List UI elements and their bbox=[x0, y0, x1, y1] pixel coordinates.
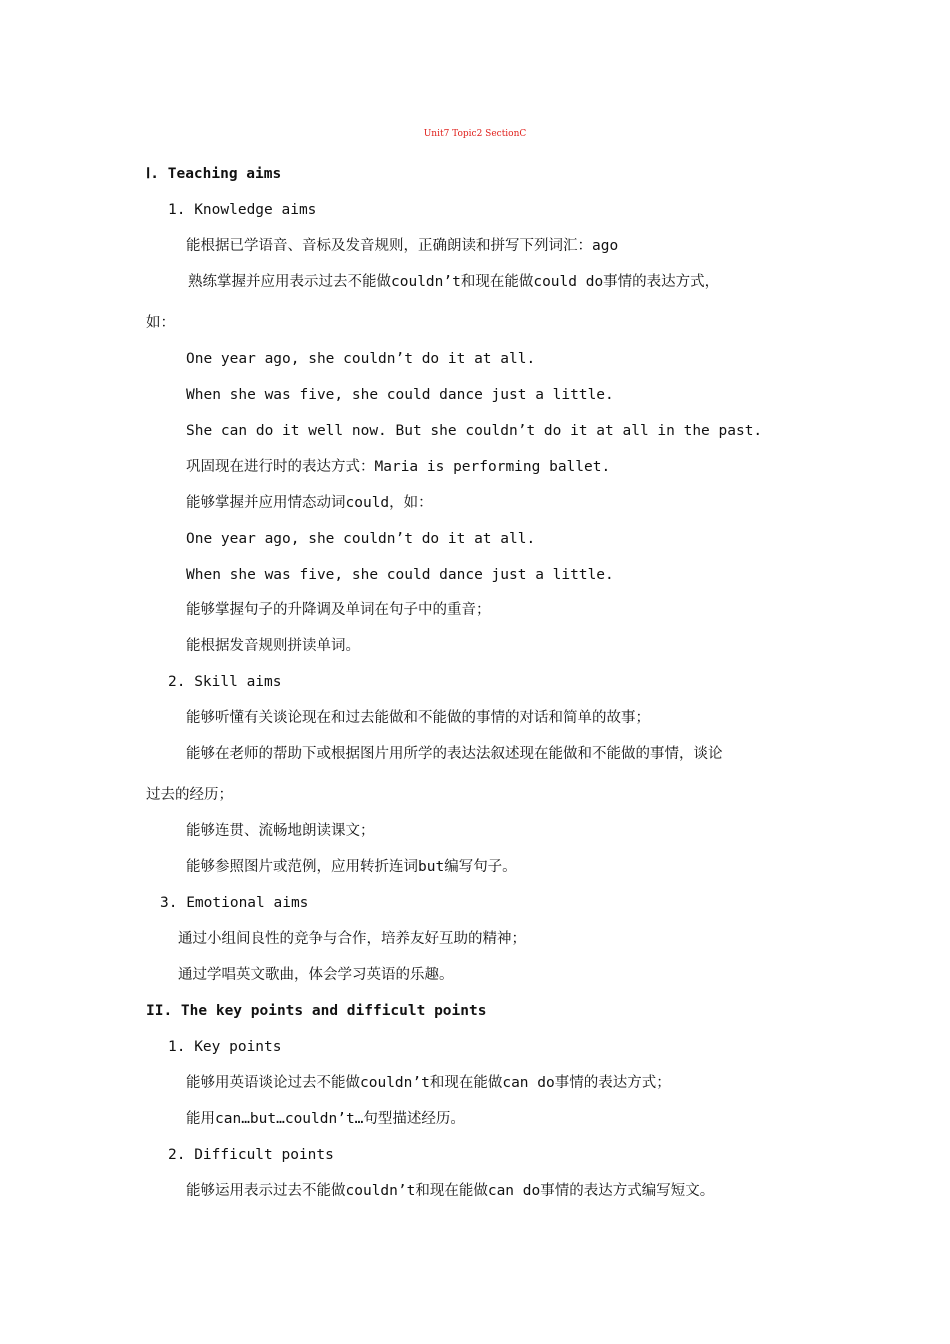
text-line: 能够掌握句子的升降调及单词在句子中的重音； bbox=[186, 602, 491, 618]
text-line: 能够掌握并应用情态动词could，如： bbox=[186, 495, 433, 511]
subheading-emotional-aims: 3. Emotional aims bbox=[160, 895, 309, 911]
text-line: 能够在老师的帮助下或根据图片用所学的表达法叙述现在能做和不能做的事情，谈论 bbox=[186, 746, 723, 762]
subheading-difficult-points: 2. Difficult points bbox=[168, 1147, 334, 1163]
example-sentence: One year ago, she couldn’t do it at all. bbox=[186, 351, 536, 367]
example-sentence: When she was five, she could dance just a little. bbox=[186, 387, 614, 403]
text-line: 通过小组间良性的竞争与合作，培养友好互助的精神； bbox=[178, 931, 526, 947]
text-line: 如： bbox=[146, 315, 175, 331]
example-sentence: When she was five, she could dance just a little. bbox=[186, 567, 614, 583]
page-title: Unit7 Topic2 SectionC bbox=[423, 129, 527, 139]
text-line: 能用can…but…couldn’t…句型描述经历。 bbox=[186, 1111, 465, 1127]
section-heading-teaching-aims: Ⅰ. Teaching aims bbox=[146, 166, 282, 182]
subheading-knowledge-aims: 1. Knowledge aims bbox=[168, 202, 317, 218]
text-line: 能够运用表示过去不能做couldn’t和现在能做can do事情的表达方式编写短文。 bbox=[186, 1183, 715, 1199]
text-line: 熟练掌握并应用表示过去不能做couldn’t和现在能做could do事情的表达方式， bbox=[188, 274, 720, 290]
example-sentence: One year ago, she couldn’t do it at all. bbox=[186, 531, 536, 547]
example-sentence: She can do it well now. But she couldn’t do it at all in the past. bbox=[186, 423, 763, 439]
subheading-skill-aims: 2. Skill aims bbox=[168, 674, 282, 690]
text-line: 通过学唱英文歌曲，体会学习英语的乐趣。 bbox=[178, 967, 454, 983]
text-line: 巩固现在进行时的表达方式：Maria is performing ballet. bbox=[186, 459, 611, 475]
text-line: 能够参照图片或范例，应用转折连词but编写句子。 bbox=[186, 859, 517, 875]
section-heading-key-difficult-points: II. The key points and difficult points bbox=[146, 1003, 487, 1019]
text-line: 能根据发音规则拼读单词。 bbox=[186, 638, 360, 654]
text-line: 能够听懂有关谈论现在和过去能做和不能做的事情的对话和简单的故事； bbox=[186, 710, 650, 726]
text-line: 过去的经历； bbox=[146, 787, 233, 803]
text-line: 能够连贯、流畅地朗读课文； bbox=[186, 823, 375, 839]
text-line: 能根据已学语音、音标及发音规则，正确朗读和拼写下列词汇：ago bbox=[186, 238, 619, 254]
subheading-key-points: 1. Key points bbox=[168, 1039, 282, 1055]
text-line: 能够用英语谈论过去不能做couldn’t和现在能做can do事情的表达方式； bbox=[186, 1075, 671, 1091]
